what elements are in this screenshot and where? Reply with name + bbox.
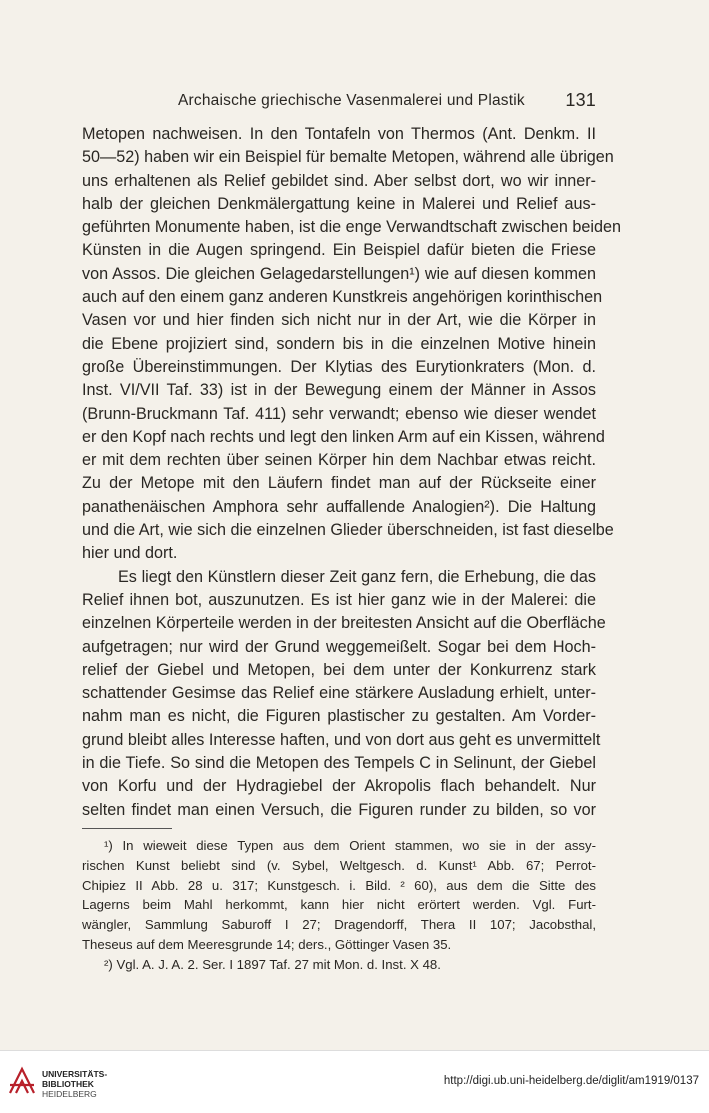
library-name-line: UNIVERSITÄTS- (42, 1069, 108, 1079)
footnote-divider (82, 828, 172, 829)
text-line: von Korfu und der Hydragiebel der Akropolis flach behandelt. Nur (82, 777, 596, 796)
text-line: uns erhaltenen als Relief gebildet sind. Aber selbst dort, wo wir inner- (82, 171, 596, 190)
text-line: von Assos. Die gleichen Gelagedarstellungen¹) wie auf diesen kommen (82, 264, 596, 283)
text-line: relief der Giebel und Metopen, bei dem unter der Konkurrenz stark (82, 660, 596, 679)
library-name-line: HEIDELBERG (42, 1089, 97, 1099)
footnote-line: ²) Vgl. A. J. A. 2. Ser. I 1897 Taf. 27 mit Mon. d. Inst. X 48. (104, 956, 441, 972)
footnote-line: wängler, Sammlung Saburoff I 27; Dragendorff, Thera II 107; Jacobsthal, (82, 917, 596, 933)
library-logo-icon[interactable] (8, 1065, 36, 1095)
text-line: halb der gleichen Denkmälergattung keine in Malerei und Relief aus- (82, 194, 596, 213)
text-line: geführten Monumente haben, ist die enge Verwandtschaft zwischen beiden (82, 218, 622, 237)
text-line: (Brunn-Bruckmann Taf. 411) sehr verwandt; ebenso wie dieser wendet (82, 404, 596, 423)
body-text (82, 123, 622, 822)
text-line: Metopen nachweisen. In den Tontafeln von Thermos (Ant. Denkm. II (82, 125, 596, 143)
text-line: selten findet man einen Versuch, die Figuren runder zu bilden, so vor (82, 800, 596, 819)
text-line: er mit dem rechten über seinen Körper hin dem Nachbar etwas reicht. (82, 451, 596, 470)
text-line: Vasen vor und hier finden sich nicht nur in der Art, wie die Körper in (82, 311, 596, 330)
footnote-line: rischen Kunst beliebt sind (v. Sybel, Weltgesch. d. Kunst¹ Abb. 67; Perrot- (82, 857, 596, 873)
text-line: Es liegt den Künstlern dieser Zeit ganz fern, die Erhebung, die das (118, 567, 596, 586)
text-line: auch auf den einem ganz anderen Kunstkreis angehörigen korinthischen (82, 288, 603, 307)
footnote-line: Lagerns beim Mahl herkommt, kann hier nicht erörtert werden. Vgl. Furt- (82, 897, 596, 913)
text-line: 50—52) haben wir ein Beispiel für bemalte Metopen, während alle übrigen (82, 148, 614, 167)
text-line: Inst. VI/VII Taf. 33) ist in der Bewegung einem der Männer in Assos (82, 381, 596, 400)
footer-bar (0, 1050, 709, 1113)
text-line: aufgetragen; nur wird der Grund weggemeißelt. Sogar bei dem Hoch- (82, 637, 596, 656)
text-line: er den Kopf nach rechts und legt den linken Arm auf ein Kissen, während (82, 427, 605, 446)
footnote-line: ¹) In wieweit diese Typen aus dem Orient stammen, wo sie in der assy- (104, 838, 596, 853)
footnote-line: Chipiez II Abb. 28 u. 317; Kunstgesch. i. Bild. ² 60), aus dem die Sitte des (82, 877, 596, 893)
text-line: einzelnen Körperteile werden in der breitesten Ansicht auf die Oberfläche (82, 614, 606, 633)
library-name-line: BIBLIOTHEK (42, 1079, 94, 1089)
text-line: grund bleibt alles Interesse haften, und von dort aus geht es unvermittelt (82, 730, 601, 749)
running-head (80, 92, 600, 116)
text-line: panathenäischen Amphora sehr auffallende Analogien²). Die Haltung (82, 497, 596, 516)
text-line: die Ebene projiziert sind, sondern bis in die einzelnen Motive hinein (82, 334, 596, 353)
running-title: Archaische griechische Vasenmalerei und Plastik (178, 92, 525, 109)
text-line: Relief ihnen bot, auszunutzen. Es ist hier ganz wie in der Malerei: die (82, 590, 596, 609)
text-line: nahm man es nicht, die Figuren plastischer zu gestalten. Am Vorder- (82, 707, 596, 726)
source-url-link[interactable]: http://digi.ub.uni-heidelberg.de/diglit/am1919/0137 (443, 1075, 699, 1087)
text-line: Künsten in die Augen springend. Ein Beispiel dafür bieten die Friese (82, 241, 596, 260)
text-line: Zu der Metope mit den Läufern findet man auf der Rückseite einer (82, 474, 596, 493)
text-line: in die Tiefe. So sind die Metopen des Tempels C in Selinunt, der Giebel (82, 754, 596, 773)
text-line: große Übereinstimmungen. Der Klytias des Eurytionkraters (Mon. d. (82, 357, 596, 376)
footnote-line: Theseus auf dem Meeresgrunde 14; ders., Göttinger Vasen 35. (82, 936, 452, 952)
footnotes (82, 836, 596, 975)
text-line: hier und dort. (82, 544, 178, 563)
page-number: 131 (565, 90, 596, 110)
text-line: schattender Gesimse das Relief eine stärkere Ausladung erhielt, unter- (82, 684, 596, 703)
library-name[interactable] (42, 1069, 107, 1099)
text-line: und die Art, wie sich die einzelnen Glieder überschneiden, ist fast dieselbe (82, 521, 614, 540)
